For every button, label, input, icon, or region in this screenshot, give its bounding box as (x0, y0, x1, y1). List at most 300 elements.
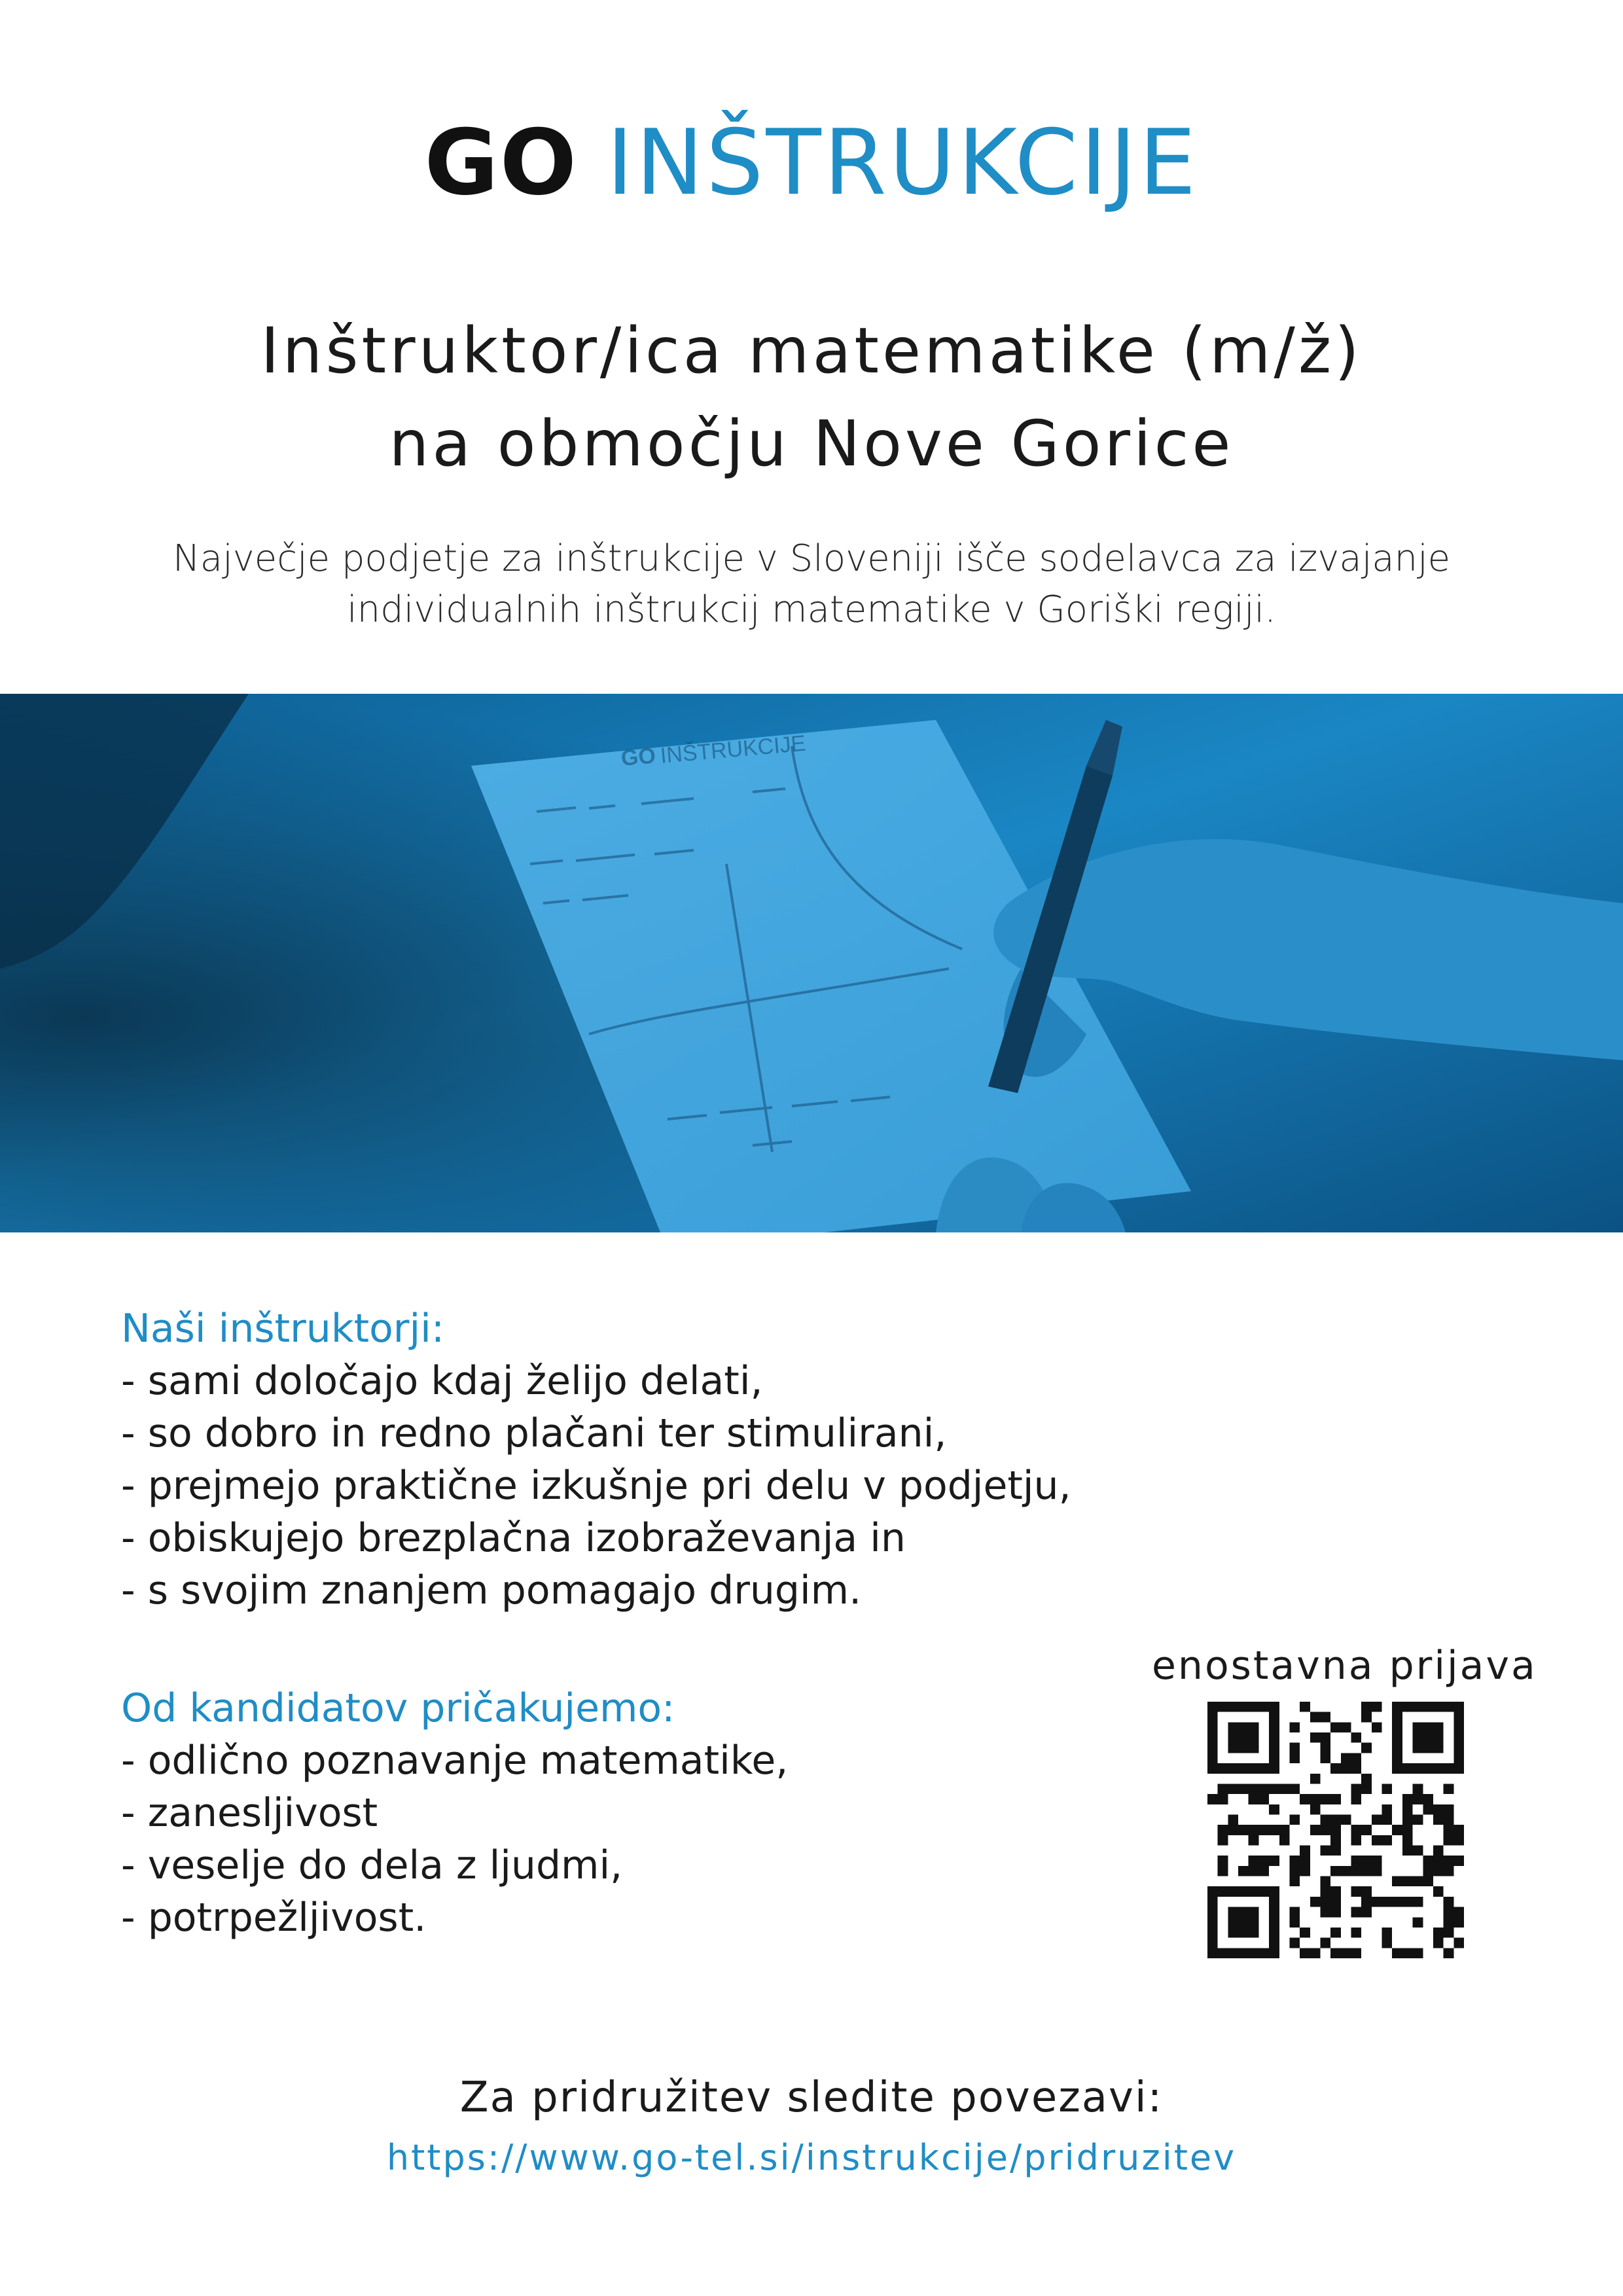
qr-module (1258, 1825, 1269, 1835)
qr-module (1279, 1835, 1290, 1846)
svg-text:INŠTRUKCIJE: INŠTRUKCIJE (659, 730, 807, 768)
qr-caption-text: enostavna prijava (1152, 1643, 1537, 1689)
hero-photo-illustration (0, 694, 1623, 1232)
qr-module (1269, 1897, 1279, 1907)
qr-module (1228, 1948, 1238, 1958)
qr-module (1269, 1938, 1279, 1948)
qr-module (1372, 1814, 1382, 1825)
qr-module (1258, 1866, 1269, 1876)
qr-module (1423, 1722, 1433, 1732)
qr-module (1320, 1743, 1330, 1753)
qr-module (1258, 1886, 1269, 1897)
job-headline (0, 304, 1623, 490)
qr-module (1207, 1948, 1218, 1958)
qr-module (1249, 1732, 1259, 1743)
qr-module (1269, 1763, 1279, 1774)
qr-module (1228, 1917, 1238, 1928)
qr-module (1392, 1763, 1402, 1774)
qr-module (1433, 1814, 1444, 1825)
qr-module (1249, 1722, 1259, 1732)
qr-module (1289, 1743, 1300, 1753)
qr-module (1269, 1928, 1279, 1938)
qr-module (1423, 1794, 1433, 1804)
qr-module (1382, 1814, 1393, 1825)
qr-module (1249, 1886, 1259, 1897)
list-item: - so dobro in redno plačani ter stimulirani, (121, 1410, 947, 1456)
qr-module (1402, 1825, 1413, 1835)
benefits-title: Naši inštruktorji: (121, 1306, 445, 1352)
qr-module (1310, 1825, 1321, 1835)
qr-module (1310, 1732, 1321, 1743)
qr-module (1361, 1774, 1372, 1784)
qr-module (1238, 1702, 1249, 1712)
qr-module (1238, 1928, 1249, 1938)
qr-module (1351, 1856, 1362, 1866)
qr-module (1433, 1866, 1444, 1876)
qr-module (1392, 1876, 1402, 1887)
qr-module (1454, 1753, 1464, 1763)
qr-module (1454, 1743, 1464, 1753)
qr-module (1444, 1856, 1454, 1866)
qr-module (1330, 1886, 1341, 1897)
list-item: - sami določajo kdaj želijo delati, (121, 1358, 763, 1404)
qr-module (1341, 1814, 1351, 1825)
qr-module (1320, 1712, 1330, 1723)
qr-module (1372, 1897, 1382, 1907)
qr-module (1289, 1917, 1300, 1928)
qr-module (1382, 1938, 1393, 1948)
qr-module (1454, 1835, 1464, 1846)
qr-module (1402, 1702, 1413, 1712)
qr-module (1238, 1948, 1249, 1958)
qr-module (1454, 1732, 1464, 1743)
qr-module (1207, 1907, 1218, 1918)
qr-module (1402, 1814, 1413, 1825)
qr-module (1361, 1886, 1372, 1897)
qr-module (1238, 1886, 1249, 1897)
list-item: - odlično poznavanje matematike, (121, 1738, 789, 1784)
qr-module (1351, 1753, 1362, 1763)
qr-module (1228, 1907, 1238, 1918)
qr-module (1444, 1814, 1454, 1825)
qr-module (1361, 1784, 1372, 1794)
join-link[interactable]: https://www.go-tel.si/instrukcije/pridruzitev (386, 2137, 1237, 2178)
qr-module (1249, 1702, 1259, 1712)
qr-module (1310, 1712, 1321, 1723)
qr-module (1269, 1886, 1279, 1897)
qr-module (1320, 1897, 1330, 1907)
qr-module (1207, 1763, 1218, 1774)
qr-module (1330, 1835, 1341, 1846)
qr-module (1207, 1794, 1218, 1804)
qr-module (1433, 1763, 1444, 1774)
qr-module (1228, 1825, 1238, 1835)
qr-module (1218, 1825, 1228, 1835)
qr-module (1454, 1917, 1464, 1928)
qr-module (1330, 1907, 1341, 1918)
qr-module (1423, 1763, 1433, 1774)
intro-text (0, 533, 1623, 636)
qr-module (1413, 1763, 1423, 1774)
qr-module (1454, 1856, 1464, 1866)
qr-module (1207, 1712, 1218, 1723)
qr-module (1300, 1928, 1310, 1938)
qr-code-icon[interactable] (1207, 1702, 1464, 1958)
qr-module (1392, 1743, 1402, 1753)
qr-module (1392, 1825, 1402, 1835)
qr-module (1413, 1702, 1423, 1712)
qr-module (1228, 1886, 1238, 1897)
qr-module (1454, 1938, 1464, 1948)
qr-module (1341, 1948, 1351, 1958)
qr-module (1433, 1702, 1444, 1712)
qr-module (1207, 1743, 1218, 1753)
qr-module (1433, 1928, 1444, 1938)
qr-module (1289, 1907, 1300, 1918)
qr-module (1218, 1948, 1228, 1958)
qr-module (1433, 1804, 1444, 1815)
qr-module (1238, 1907, 1249, 1918)
qr-module (1207, 1897, 1218, 1907)
qr-module (1228, 1763, 1238, 1774)
qr-module (1310, 1804, 1321, 1815)
qr-module (1289, 1876, 1300, 1887)
qr-module (1341, 1753, 1351, 1763)
qr-module (1330, 1722, 1341, 1732)
qr-module (1330, 1948, 1341, 1958)
qr-module (1392, 1897, 1402, 1907)
qr-module (1249, 1825, 1259, 1835)
qr-module (1238, 1722, 1249, 1732)
qr-module (1238, 1732, 1249, 1743)
qr-module (1382, 1928, 1393, 1938)
qr-module (1423, 1743, 1433, 1753)
qr-module (1269, 1722, 1279, 1732)
qr-module (1382, 1897, 1393, 1907)
qr-module (1320, 1794, 1330, 1804)
qr-module (1310, 1794, 1321, 1804)
qr-module (1402, 1804, 1413, 1815)
qr-module (1249, 1794, 1259, 1804)
qr-module (1289, 1753, 1300, 1763)
qr-module (1330, 1866, 1341, 1876)
qr-module (1413, 1876, 1423, 1887)
qr-module (1249, 1948, 1259, 1958)
qr-module (1320, 1886, 1330, 1897)
qr-module (1330, 1794, 1341, 1804)
qr-module (1351, 1732, 1362, 1743)
intro-line-1: Največje podjetje za inštrukcije v Sloveniji išče sodelavca za izvajanje (172, 537, 1451, 580)
qr-module (1300, 1846, 1310, 1856)
qr-module (1351, 1784, 1362, 1794)
qr-module (1249, 1784, 1259, 1794)
qr-module (1289, 1856, 1300, 1866)
list-item: - obiskujejo brezplačna izobraževanja in (121, 1515, 906, 1561)
qr-module (1249, 1907, 1259, 1918)
qr-module (1289, 1784, 1300, 1794)
qr-module (1361, 1702, 1372, 1712)
qr-module (1351, 1794, 1362, 1804)
list-item: - zanesljivost (121, 1790, 378, 1836)
qr-module (1454, 1722, 1464, 1732)
qr-module (1228, 1732, 1238, 1743)
qr-module (1300, 1856, 1310, 1866)
qr-module (1258, 1856, 1269, 1866)
qr-module (1238, 1866, 1249, 1876)
qr-module (1413, 1917, 1423, 1928)
qr-module (1300, 1794, 1310, 1804)
qr-module (1300, 1702, 1310, 1712)
qr-module (1269, 1948, 1279, 1958)
qr-module (1351, 1907, 1362, 1918)
qr-module (1279, 1825, 1290, 1835)
qr-module (1433, 1938, 1444, 1948)
qr-module (1454, 1763, 1464, 1774)
qr-module (1269, 1804, 1279, 1815)
qr-module (1402, 1876, 1413, 1887)
qr-module (1413, 1814, 1423, 1825)
qr-module (1413, 1784, 1423, 1794)
qr-module (1392, 1948, 1402, 1958)
qr-module (1269, 1784, 1279, 1794)
qr-module (1238, 1763, 1249, 1774)
qr-module (1218, 1794, 1228, 1804)
qr-module (1238, 1743, 1249, 1753)
qr-module (1392, 1712, 1402, 1723)
qr-module (1300, 1866, 1310, 1876)
qr-module (1361, 1866, 1372, 1876)
qr-module (1330, 1763, 1341, 1774)
hero-photo (0, 694, 1623, 1232)
qr-module (1423, 1702, 1433, 1712)
qr-module (1228, 1784, 1238, 1794)
qr-module (1289, 1866, 1300, 1876)
qr-module (1341, 1866, 1351, 1876)
intro-line-2: individualnih inštrukcij matematike v Goriški regiji. (347, 588, 1276, 631)
qr-module (1269, 1917, 1279, 1928)
qr-module (1372, 1722, 1382, 1732)
qr-module (1402, 1948, 1413, 1958)
qr-module (1351, 1866, 1362, 1876)
qr-code[interactable] (1207, 1702, 1464, 1958)
qr-module (1433, 1886, 1444, 1897)
qr-module (1228, 1702, 1238, 1712)
qr-module (1207, 1753, 1218, 1763)
qr-module (1207, 1732, 1218, 1743)
qr-module (1372, 1702, 1382, 1712)
qr-module (1320, 1732, 1330, 1743)
qr-module (1351, 1928, 1362, 1938)
requirements-list (121, 1734, 788, 1944)
qr-module (1238, 1784, 1249, 1794)
qr-module (1218, 1856, 1228, 1866)
qr-module (1207, 1886, 1218, 1897)
qr-module (1444, 1948, 1454, 1958)
qr-module (1228, 1814, 1238, 1825)
qr-module (1218, 1866, 1228, 1876)
qr-module (1258, 1794, 1269, 1804)
qr-module (1258, 1948, 1269, 1958)
qr-module (1258, 1784, 1269, 1794)
qr-module (1279, 1784, 1290, 1794)
qr-module (1320, 1876, 1330, 1887)
qr-module (1361, 1856, 1372, 1866)
qr-module (1300, 1948, 1310, 1958)
qr-module (1454, 1702, 1464, 1712)
qr-module (1351, 1763, 1362, 1774)
qr-module (1444, 1907, 1454, 1918)
qr-module (1258, 1702, 1269, 1712)
qr-module (1423, 1866, 1433, 1876)
requirements-section (121, 1682, 788, 1944)
qr-module (1433, 1743, 1444, 1753)
qr-module (1361, 1743, 1372, 1753)
qr-module (1320, 1814, 1330, 1825)
qr-module (1454, 1712, 1464, 1723)
qr-module (1289, 1722, 1300, 1732)
qr-module (1320, 1825, 1330, 1835)
qr-module (1413, 1948, 1423, 1958)
qr-module (1269, 1856, 1279, 1866)
qr-module (1392, 1722, 1402, 1732)
qr-module (1330, 1814, 1341, 1825)
qr-module (1413, 1846, 1423, 1856)
qr-module (1444, 1866, 1454, 1876)
qr-module (1372, 1835, 1382, 1846)
qr-module (1382, 1784, 1393, 1794)
qr-module (1289, 1814, 1300, 1825)
list-item: - prejmejo praktične izkušnje pri delu v podjetju, (121, 1463, 1071, 1509)
qr-module (1392, 1732, 1402, 1743)
qr-module (1423, 1856, 1433, 1866)
qr-module (1330, 1897, 1341, 1907)
qr-module (1341, 1763, 1351, 1774)
qr-module (1351, 1835, 1362, 1846)
qr-module (1269, 1732, 1279, 1743)
qr-module (1249, 1856, 1259, 1866)
benefits-list (121, 1355, 1071, 1617)
qr-module (1320, 1753, 1330, 1763)
qr-module (1249, 1928, 1259, 1938)
list-item: - s svojim znanjem pomagajo drugim. (121, 1568, 862, 1613)
qr-module (1361, 1897, 1372, 1907)
qr-module (1310, 1897, 1321, 1907)
qr-module (1330, 1928, 1341, 1938)
qr-module (1218, 1886, 1228, 1897)
qr-module (1269, 1907, 1279, 1918)
qr-module (1289, 1938, 1300, 1948)
qr-module (1320, 1846, 1330, 1856)
qr-module (1444, 1928, 1454, 1938)
qr-module (1207, 1938, 1218, 1948)
qr-module (1382, 1835, 1393, 1846)
requirements-title: Od kandidatov pričakujemo: (121, 1685, 675, 1731)
qr-module (1413, 1794, 1423, 1804)
qr-module (1269, 1712, 1279, 1723)
qr-module (1454, 1907, 1464, 1918)
qr-module (1330, 1825, 1341, 1835)
qr-module (1413, 1732, 1423, 1743)
qr-module (1413, 1743, 1423, 1753)
qr-module (1433, 1856, 1444, 1866)
qr-module (1423, 1876, 1433, 1887)
qr-module (1423, 1804, 1433, 1815)
qr-module (1402, 1846, 1413, 1856)
qr-module (1269, 1825, 1279, 1835)
qr-module (1433, 1732, 1444, 1743)
headline-line-2: na območju Nove Gorice (389, 407, 1234, 480)
qr-module (1444, 1917, 1454, 1928)
qr-module (1249, 1835, 1259, 1846)
qr-module (1361, 1825, 1372, 1835)
qr-module (1433, 1722, 1444, 1732)
qr-module (1351, 1886, 1362, 1897)
qr-module (1372, 1856, 1382, 1866)
qr-module (1218, 1784, 1228, 1794)
logo-instrukcije: INŠTRUKCIJE (606, 110, 1199, 215)
qr-module (1402, 1835, 1413, 1846)
qr-module (1218, 1835, 1228, 1846)
qr-module (1402, 1794, 1413, 1804)
qr-module (1402, 1763, 1413, 1774)
qr-module (1207, 1702, 1218, 1712)
qr-module (1444, 1825, 1454, 1835)
qr-module (1218, 1702, 1228, 1712)
qr-module (1454, 1825, 1464, 1835)
qr-module (1444, 1835, 1454, 1846)
qr-module (1392, 1753, 1402, 1763)
qr-module (1238, 1917, 1249, 1928)
qr-module (1228, 1722, 1238, 1732)
qr-module (1207, 1917, 1218, 1928)
qr-module (1269, 1753, 1279, 1763)
qr-module (1330, 1846, 1341, 1856)
qr-module (1249, 1917, 1259, 1928)
qr-module (1382, 1804, 1393, 1815)
qr-module (1372, 1866, 1382, 1876)
logo-go: GO (424, 110, 579, 215)
qr-module (1351, 1948, 1362, 1958)
qr-module (1269, 1702, 1279, 1712)
logo (0, 110, 1623, 215)
qr-module (1444, 1897, 1454, 1907)
qr-module (1392, 1702, 1402, 1712)
qr-module (1320, 1907, 1330, 1918)
benefits-section (121, 1302, 1071, 1617)
qr-module (1444, 1784, 1454, 1794)
qr-module (1320, 1938, 1330, 1948)
qr-module (1207, 1722, 1218, 1732)
qr-module (1249, 1763, 1259, 1774)
qr-module (1207, 1928, 1218, 1938)
qr-module (1258, 1763, 1269, 1774)
list-item: - potrpežljivost. (121, 1895, 427, 1941)
qr-module (1310, 1774, 1321, 1784)
qr-module (1218, 1763, 1228, 1774)
qr-module (1433, 1846, 1444, 1856)
qr-module (1341, 1722, 1351, 1732)
headline-line-1: Inštruktor/ica matematike (m/ž) (260, 314, 1363, 387)
svg-text:GO: GO (620, 743, 657, 771)
list-item: - veselje do dela z ljudmi, (121, 1842, 623, 1888)
footer-text: Za pridružitev sledite povezavi: (459, 2073, 1164, 2122)
qr-module (1228, 1928, 1238, 1938)
qr-module (1413, 1897, 1423, 1907)
qr-module (1402, 1897, 1413, 1907)
qr-caption (1152, 1640, 1537, 1692)
qr-module (1413, 1722, 1423, 1732)
qr-module (1269, 1743, 1279, 1753)
